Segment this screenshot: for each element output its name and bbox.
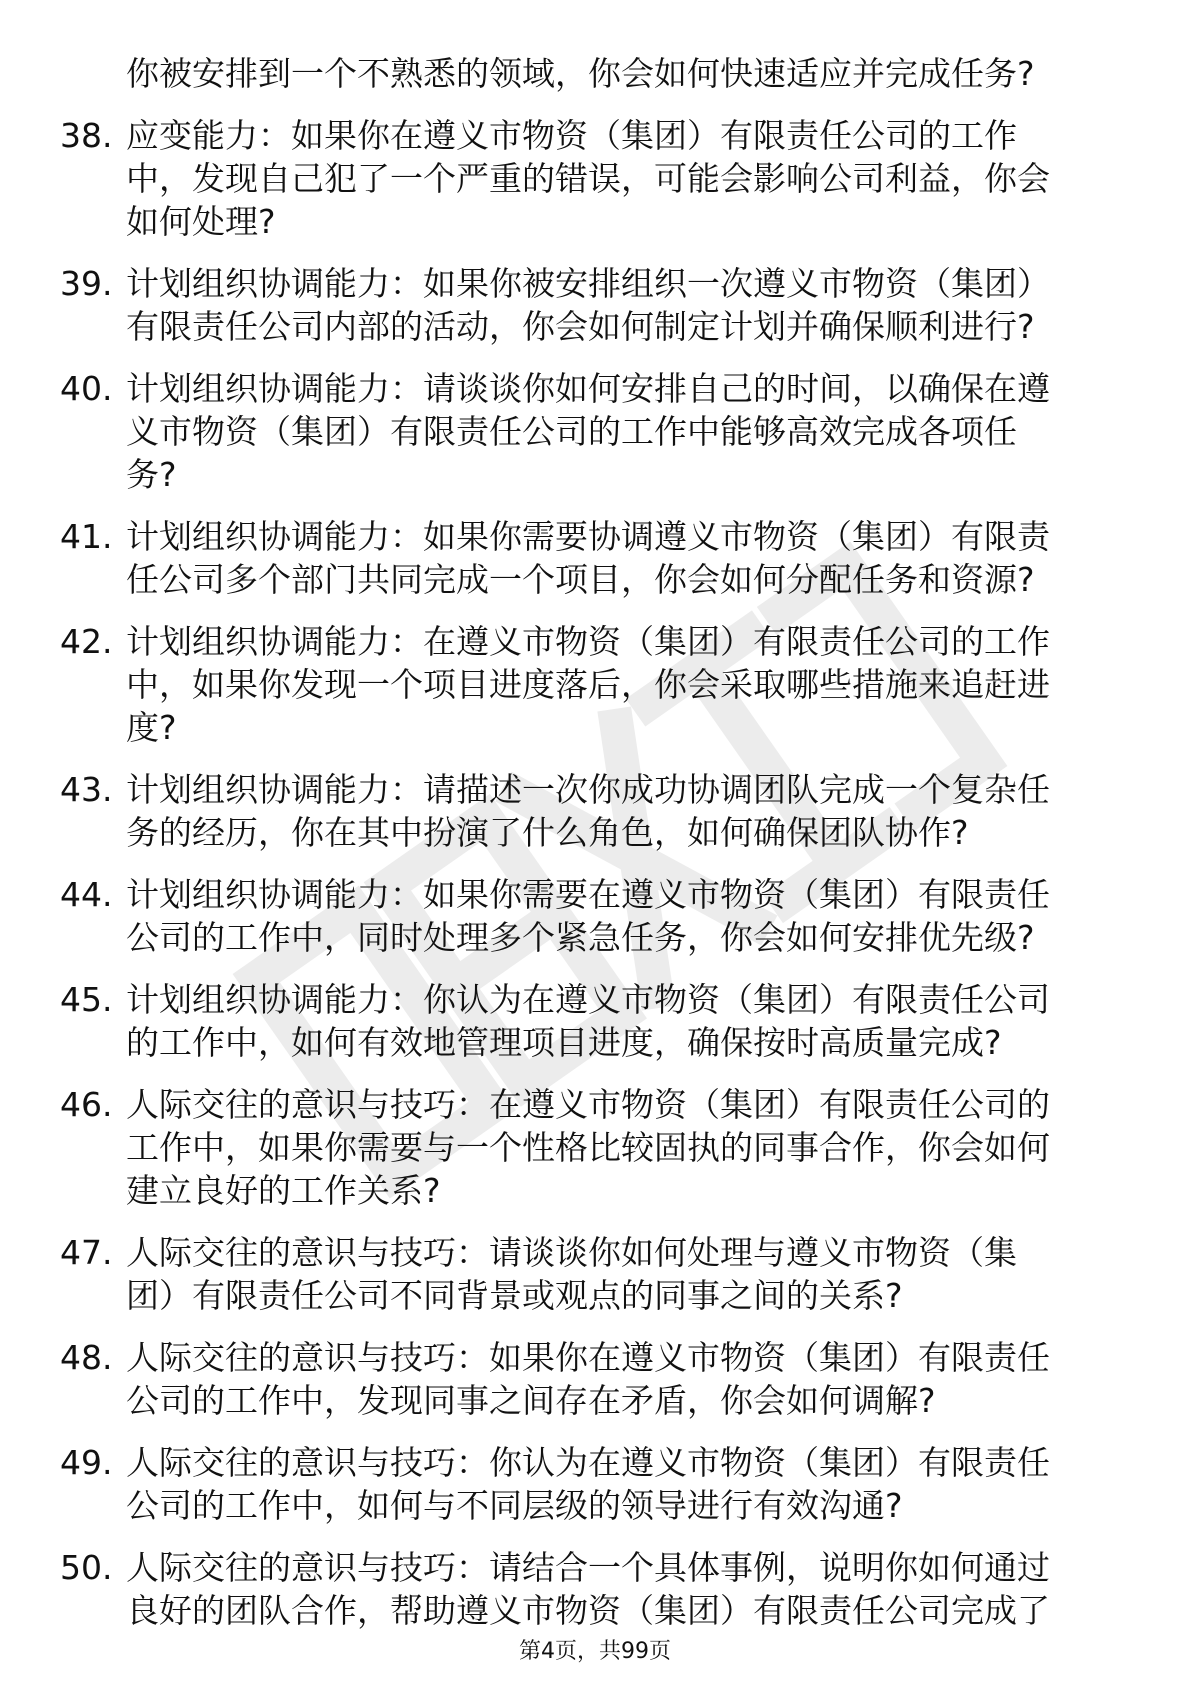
question-text-line: 良好的团队合作，帮助遵义市物资（集团）有限责任公司完成了 xyxy=(126,1591,1050,1630)
question-text xyxy=(126,114,1120,243)
question-text xyxy=(126,873,1120,959)
question-item xyxy=(60,367,1120,496)
question-text-line: 计划组织协调能力：请谈谈你如何安排自己的时间，以确保在遵 xyxy=(126,369,1050,408)
question-text xyxy=(126,367,1120,496)
question-text xyxy=(126,1231,1120,1317)
question-text-line: 有限责任公司内部的活动，你会如何制定计划并确保顺利进行? xyxy=(126,307,1035,346)
question-text xyxy=(126,620,1120,749)
question-text-line: 公司的工作中，如何与不同层级的领导进行有效沟通? xyxy=(126,1486,903,1525)
question-item xyxy=(60,1083,1120,1212)
question-text-line: 计划组织协调能力：如果你需要在遵义市物资（集团）有限责任 xyxy=(126,875,1050,914)
question-number: 38. xyxy=(60,116,113,155)
question-text-line: 人际交往的意识与技巧：请结合一个具体事例，说明你如何通过 xyxy=(126,1548,1050,1587)
question-text-line: 建立良好的工作关系? xyxy=(126,1171,441,1210)
question-text-line: 中，发现自己犯了一个严重的错误，可能会影响公司利益，你会 xyxy=(126,159,1050,198)
question-number: 44. xyxy=(60,875,113,914)
question-text-line: 的工作中，如何有效地管理项目进度，确保按时高质量完成? xyxy=(126,1023,1002,1062)
question-item xyxy=(60,114,1120,243)
question-item xyxy=(60,768,1120,854)
question-text xyxy=(126,768,1120,854)
question-text-line: 公司的工作中，同时处理多个紧急任务，你会如何安排优先级? xyxy=(126,918,1035,957)
question-number: 47. xyxy=(60,1233,113,1272)
question-text-line: 计划组织协调能力：请描述一次你成功协调团队完成一个复杂任 xyxy=(126,770,1050,809)
question-text-line: 应变能力：如果你在遵义市物资（集团）有限责任公司的工作 xyxy=(126,116,1017,155)
question-text-line: 人际交往的意识与技巧：在遵义市物资（集团）有限责任公司的 xyxy=(126,1085,1050,1124)
question-text xyxy=(126,978,1120,1064)
page-number-footer: 第4页，共99页 xyxy=(519,1639,671,1664)
question-item xyxy=(60,1231,1120,1317)
question-text-line: 工作中，如果你需要与一个性格比较固执的同事合作，你会如何 xyxy=(126,1128,1050,1167)
question-number: 43. xyxy=(60,770,113,809)
question-item xyxy=(60,515,1120,601)
question-text-line: 计划组织协调能力：如果你需要协调遵义市物资（集团）有限责 xyxy=(126,517,1050,556)
question-text xyxy=(126,1336,1120,1422)
question-text xyxy=(126,1441,1120,1527)
question-number: 40. xyxy=(60,369,113,408)
question-text xyxy=(126,262,1120,348)
question-item xyxy=(60,978,1120,1064)
question-text-line: 团）有限责任公司不同背景或观点的同事之间的关系? xyxy=(126,1276,903,1315)
question-number: 45. xyxy=(60,980,113,1019)
question-text-line: 人际交往的意识与技巧：你认为在遵义市物资（集团）有限责任 xyxy=(126,1443,1050,1482)
question-text-line: 公司的工作中，发现同事之间存在矛盾，你会如何调解? xyxy=(126,1381,936,1420)
question-text-line: 计划组织协调能力：如果你被安排组织一次遵义市物资（集团） xyxy=(126,264,1050,303)
question-text xyxy=(126,1546,1120,1632)
question-text-line: 如何处理? xyxy=(126,202,276,241)
question-item xyxy=(60,873,1120,959)
question-number: 48. xyxy=(60,1338,113,1377)
question-item xyxy=(60,1441,1120,1527)
question-text-line: 任公司多个部门共同完成一个项目，你会如何分配任务和资源? xyxy=(126,560,1035,599)
question-text-line: 义市物资（集团）有限责任公司的工作中能够高效完成各项任 xyxy=(126,412,1017,451)
question-text-line: 计划组织协调能力：你认为在遵义市物资（集团）有限责任公司 xyxy=(126,980,1050,1019)
question-item xyxy=(60,262,1120,348)
question-item xyxy=(60,1336,1120,1422)
question-number: 46. xyxy=(60,1085,113,1124)
question-text xyxy=(126,515,1120,601)
question-list xyxy=(60,114,1120,1632)
question-number: 42. xyxy=(60,622,113,661)
question-text-line: 务? xyxy=(126,455,177,494)
question-text-line: 度? xyxy=(126,708,177,747)
question-text-line: 中，如果你发现一个项目进度落后，你会采取哪些措施来追赶进 xyxy=(126,665,1050,704)
question-number: 50. xyxy=(60,1548,113,1587)
continued-question-text: 你被安排到一个不熟悉的领域，你会如何快速适应并完成任务? xyxy=(126,54,1035,93)
question-number: 49. xyxy=(60,1443,113,1482)
question-text-line: 务的经历，你在其中扮演了什么角色，如何确保团队协作? xyxy=(126,813,969,852)
question-text-line: 人际交往的意识与技巧：请谈谈你如何处理与遵义市物资（集 xyxy=(126,1233,1017,1272)
question-content xyxy=(60,52,1120,1651)
question-text xyxy=(126,1083,1120,1212)
question-number: 39. xyxy=(60,264,113,303)
question-text-line: 人际交往的意识与技巧：如果你在遵义市物资（集团）有限责任 xyxy=(126,1338,1050,1377)
question-item xyxy=(60,1546,1120,1632)
question-item xyxy=(60,620,1120,749)
question-number: 41. xyxy=(60,517,113,556)
question-text-line: 计划组织协调能力：在遵义市物资（集团）有限责任公司的工作 xyxy=(126,622,1050,661)
